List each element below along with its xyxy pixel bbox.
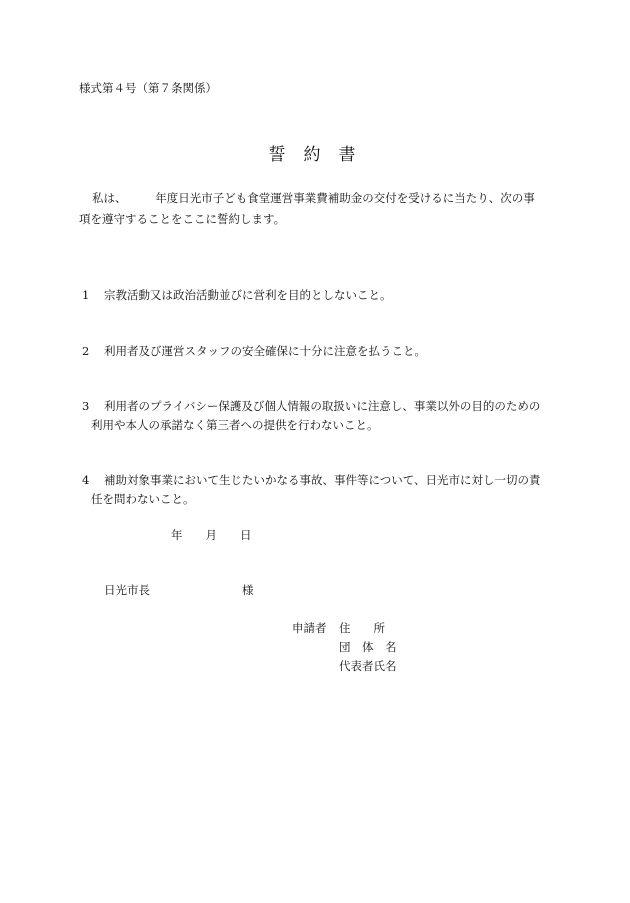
item-number: 2	[82, 344, 90, 358]
item-text-continued: 任を問わないこと。	[91, 492, 195, 506]
applicant-label: 申請者	[292, 621, 327, 635]
representative-name-label: 代表者氏名	[339, 659, 397, 673]
group-name-label: 団 体 名	[339, 640, 397, 654]
address-label: 住 所	[339, 621, 385, 635]
item-text: 利用者及び運営スタッフの安全確保に十分に注意を払うこと。	[104, 344, 426, 358]
addressee: 日光市長 様	[104, 583, 254, 597]
item-number: 4	[82, 473, 90, 487]
item-text: 利用者のプライバシー保護及び個人情報の取扱いに注意し、事業以外の目的のための	[104, 399, 541, 413]
item-number: 3	[82, 399, 90, 413]
item-text: 宗教活動又は政治活動並びに営利を目的としないこと。	[104, 288, 392, 302]
form-number: 様式第４号（第７条関係）	[79, 81, 217, 95]
item-text-continued: 利用や本人の承諾なく第三者への提供を行わないこと。	[91, 418, 379, 432]
intro-line-1: 私は、 年度日光市子ども食堂運営事業費補助金の交付を受けるに当たり、次の事	[92, 191, 535, 205]
item-number: 1	[82, 288, 90, 302]
intro-line-2: 項を遵守することをここに誓約します。	[79, 212, 286, 226]
item-text: 補助対象事業において生じたいかなる事故、事件等について、日光市に対し一切の責	[104, 473, 541, 487]
date-line: 年 月 日	[171, 528, 252, 542]
document-title: 誓約書	[268, 145, 374, 165]
